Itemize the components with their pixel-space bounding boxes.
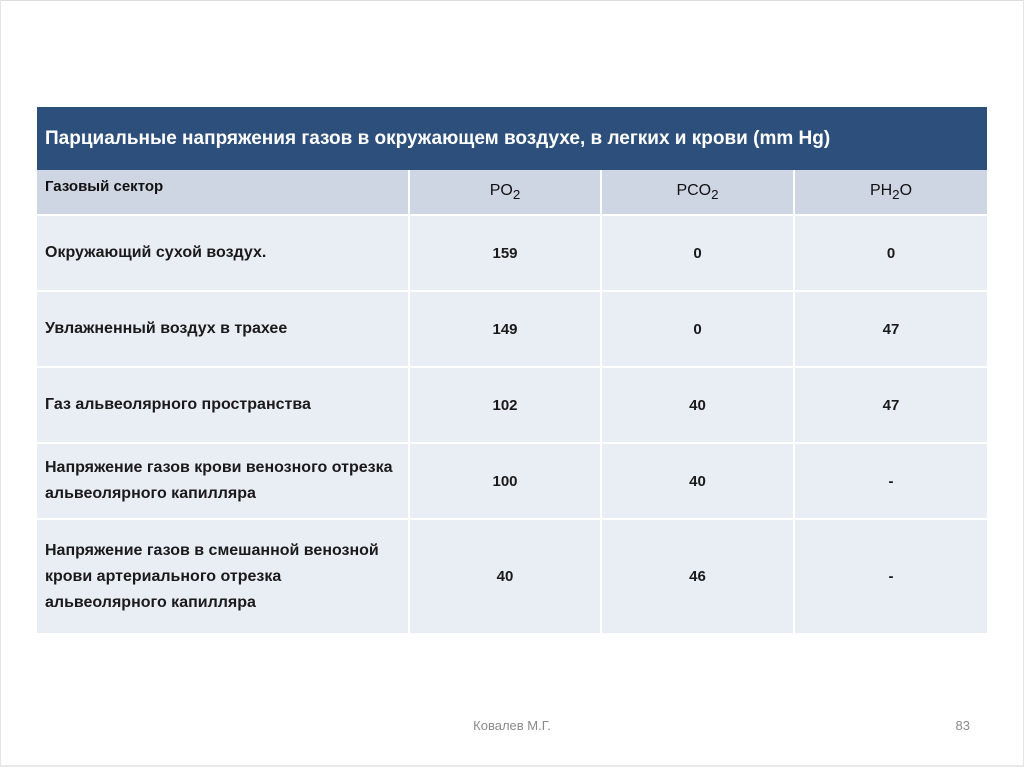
row-label: Увлажненный воздух в трахее: [37, 291, 409, 367]
table-header-row: [37, 170, 987, 215]
header-pco2: $PCO_2$: [601, 170, 794, 215]
page-number: 83: [955, 718, 970, 733]
slide-edge-left: [0, 0, 1, 767]
cell-po2: 40: [409, 519, 601, 633]
slide-edge-top: [0, 0, 1024, 1]
cell-pco2: 0: [601, 291, 794, 367]
table-row: [37, 215, 987, 291]
cell-po2: 100: [409, 443, 601, 519]
footer-author: Ковалев М.Г.: [473, 718, 551, 733]
row-label: Газ альвеолярного пространства: [37, 367, 409, 443]
cell-pco2: 46: [601, 519, 794, 633]
cell-ph2o: 47: [794, 367, 987, 443]
cell-po2: 149: [409, 291, 601, 367]
cell-pco2: 40: [601, 367, 794, 443]
cell-ph2o: -: [794, 443, 987, 519]
table-title: Парциальные напряжения газов в окружающем воздухе, в легких и крови (mm Hg): [37, 107, 987, 170]
row-label: Напряжение газов в смешанной венозной крови артериального отрезка альвеолярного капилляра: [37, 519, 409, 633]
cell-ph2o: 47: [794, 291, 987, 367]
table-row: [37, 443, 987, 519]
cell-pco2: 0: [601, 215, 794, 291]
cell-pco2: 40: [601, 443, 794, 519]
table-row: [37, 291, 987, 367]
header-ph2o: $PH_2O$: [794, 170, 987, 215]
header-po2: $PO_2$: [409, 170, 601, 215]
partial-pressure-table: [37, 107, 987, 633]
table-title-row: [37, 107, 987, 170]
table-row: [37, 519, 987, 633]
row-label: Окружающий сухой воздух.: [37, 215, 409, 291]
cell-po2: 102: [409, 367, 601, 443]
cell-ph2o: -: [794, 519, 987, 633]
cell-po2: 159: [409, 215, 601, 291]
cell-ph2o: 0: [794, 215, 987, 291]
header-gas-sector: Газовый сектор: [37, 170, 409, 215]
row-label: Напряжение газов крови венозного отрезка альвеолярного капилляра: [37, 443, 409, 519]
table-row: [37, 367, 987, 443]
